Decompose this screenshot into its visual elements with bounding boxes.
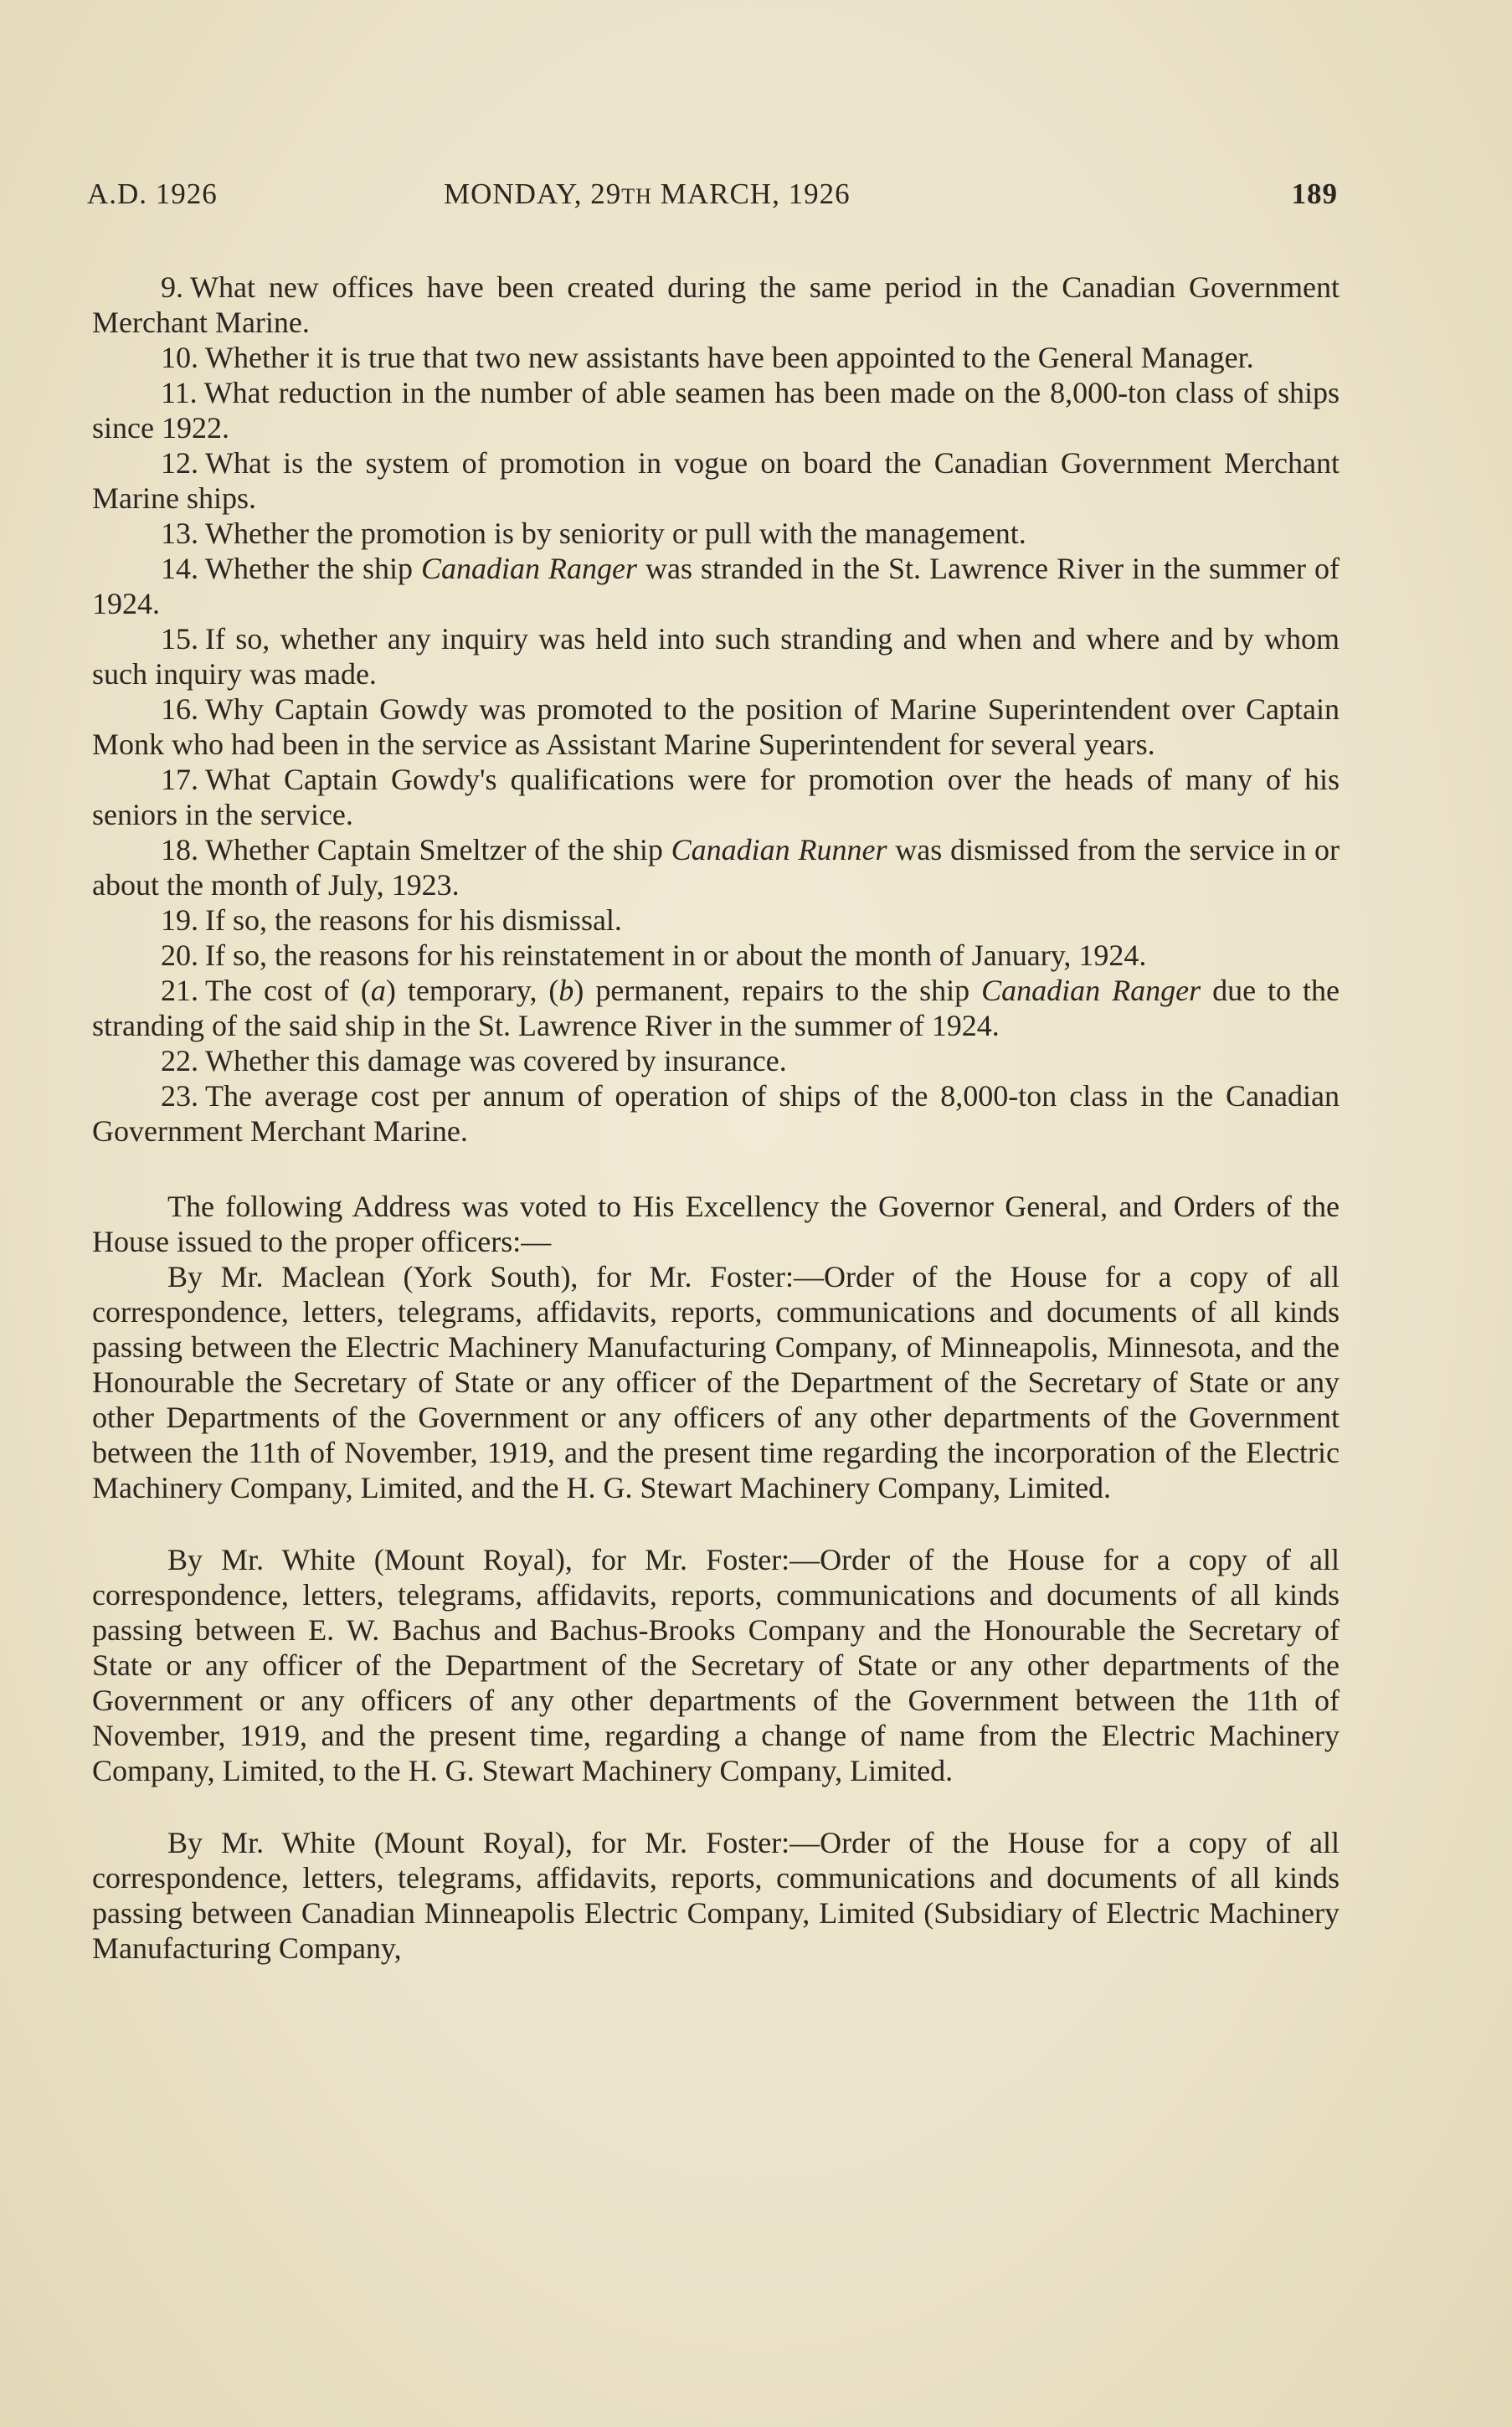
question-text-post: was dismissed from the service in or about the month of July, 1923. (92, 833, 1340, 902)
question-number: 15. (161, 622, 198, 656)
question-item (92, 973, 1340, 1043)
question-text: If so, whether any inquiry was held into such stranding and when and where and by whom such inquiry was made. (92, 622, 1340, 691)
question-number: 23. (161, 1079, 198, 1113)
question-number: 21. (161, 974, 198, 1007)
question-number: 14. (161, 552, 198, 585)
question-text: What reduction in the number of able seamen has been made on the 8,000-ton class of ships since 1922. (92, 376, 1340, 445)
question-text: Whether it is true that two new assistants have been appointed to the General Manager. (205, 341, 1254, 374)
question-item (92, 340, 1340, 375)
address-intro: The following Address was voted to His Excellency the Governor General, and Orders of the House issued to the proper officers:— (92, 1190, 1340, 1258)
ship-name: Canadian Ranger (981, 974, 1201, 1007)
question-number: 12. (161, 446, 198, 480)
question-text: What new offices have been created during the same period in the Canadian Government Merchant Marine. (92, 270, 1340, 339)
question-text: What Captain Gowdy's qualifications were for promotion over the heads of many of his seniors in the service. (92, 763, 1340, 831)
question-text-mid: ) temporary, ( (385, 974, 559, 1007)
question-number: 18. (161, 833, 198, 866)
question-item (92, 445, 1340, 516)
question-text-pre: Whether Captain Smeltzer of the ship (205, 833, 671, 866)
order-paragraph: By Mr. White (Mount Royal), for Mr. Foster:—Order of the House for a copy of all correspondence, letters, telegrams, affidavits, reports, communications and documents of all kinds passing between E. W. Bachus and Bachus-Brooks Company and the Honourable the Secretary of State or any officer of the Department of the Secretary of State or any other departments of the Government or any officers of any other departments of the Government between the 11th of November, 1919, and the present time, regarding a change of name from the Electric Machinery Company, Limited, to the H. G. Stewart Machinery Company, Limited. (92, 1543, 1340, 1787)
header-year: A.D. 1926 (87, 177, 218, 210)
question-text-pre: The cost of ( (205, 974, 371, 1007)
question-text: What is the system of promotion in vogue on board the Canadian Government Merchant Marine ships. (92, 446, 1340, 515)
question-item (92, 692, 1340, 762)
ship-name: Canadian Ranger (420, 552, 637, 585)
question-number: 13. (161, 517, 198, 550)
question-item (92, 902, 1340, 938)
question-text: The average cost per annum of operation of ships of the 8,000-ton class in the Canadian Government Merchant Marine. (92, 1079, 1340, 1148)
header-date-rest: MARCH, 1926 (651, 177, 851, 210)
question-text: Whether the promotion is by seniority or pull with the management. (205, 517, 1026, 550)
order-paragraph: By Mr. Maclean (York South), for Mr. Foster:—Order of the House for a copy of all correspondence, letters, telegrams, affidavits, reports, communications and documents of all kinds passing between the Electric Machinery Manufacturing Company, of Minneapolis, Minnesota, and the Honourable the Secretary of State or any officer of the Department of the Secretary of State or any other Departments of the Government or any officers of any other departments of the Government between the 11th of November, 1919, and the present time regarding the incorporation of the Electric Machinery Company, Limited, and the H. G. Stewart Machinery Company, Limited. (92, 1260, 1340, 1504)
page-body (92, 270, 1340, 1966)
question-item (92, 1078, 1340, 1149)
header-date-ordinal: TH (621, 184, 652, 208)
question-text: Whether this damage was covered by insurance. (205, 1044, 787, 1077)
question-item (92, 270, 1340, 340)
question-item (92, 551, 1340, 621)
question-item (92, 832, 1340, 902)
item-letter-a: a (370, 974, 386, 1007)
question-item (92, 938, 1340, 973)
item-letter-b: b (558, 974, 574, 1007)
question-number: 9. (161, 270, 183, 304)
question-text-post: was stranded in the St. Lawrence River in the summer of 1924. (92, 552, 1340, 620)
question-item (92, 516, 1340, 551)
page-number: 189 (1291, 177, 1338, 210)
running-header (87, 177, 1338, 219)
question-item (92, 375, 1340, 445)
question-text-post: due to the stranding of the said ship in the St. Lawrence River in the summer of 1924. (92, 974, 1340, 1042)
question-number: 10. (161, 341, 198, 374)
question-item (92, 621, 1340, 692)
question-item (92, 762, 1340, 832)
question-item (92, 1043, 1340, 1078)
ship-name: Canadian Runner (671, 833, 887, 866)
header-date-main: MONDAY, 29 (444, 177, 622, 210)
question-text-mid2: ) permanent, repairs to the ship (573, 974, 982, 1007)
question-number: 22. (161, 1044, 198, 1077)
question-number: 17. (161, 763, 198, 796)
question-number: 19. (161, 903, 198, 937)
header-date (444, 177, 851, 211)
question-number: 20. (161, 938, 198, 972)
question-text: If so, the reasons for his reinstatement in or about the month of January, 1924. (205, 938, 1147, 972)
question-number: 16. (161, 692, 198, 726)
question-text-pre: Whether the ship (205, 552, 421, 585)
question-number: 11. (161, 376, 198, 409)
order-paragraph: By Mr. White (Mount Royal), for Mr. Foster:—Order of the House for a copy of all correspondence, letters, telegrams, affidavits, reports, communications and documents of all kinds passing between Canadian Minneapolis Electric Company, Limited (Subsidiary of Electric Machinery Manufacturing Company, (92, 1826, 1340, 1965)
question-text: Why Captain Gowdy was promoted to the position of Marine Superintendent over Captain Monk who had been in the service as Assistant Marine Superintendent for several years. (92, 692, 1340, 761)
question-text: If so, the reasons for his dismissal. (205, 903, 622, 937)
